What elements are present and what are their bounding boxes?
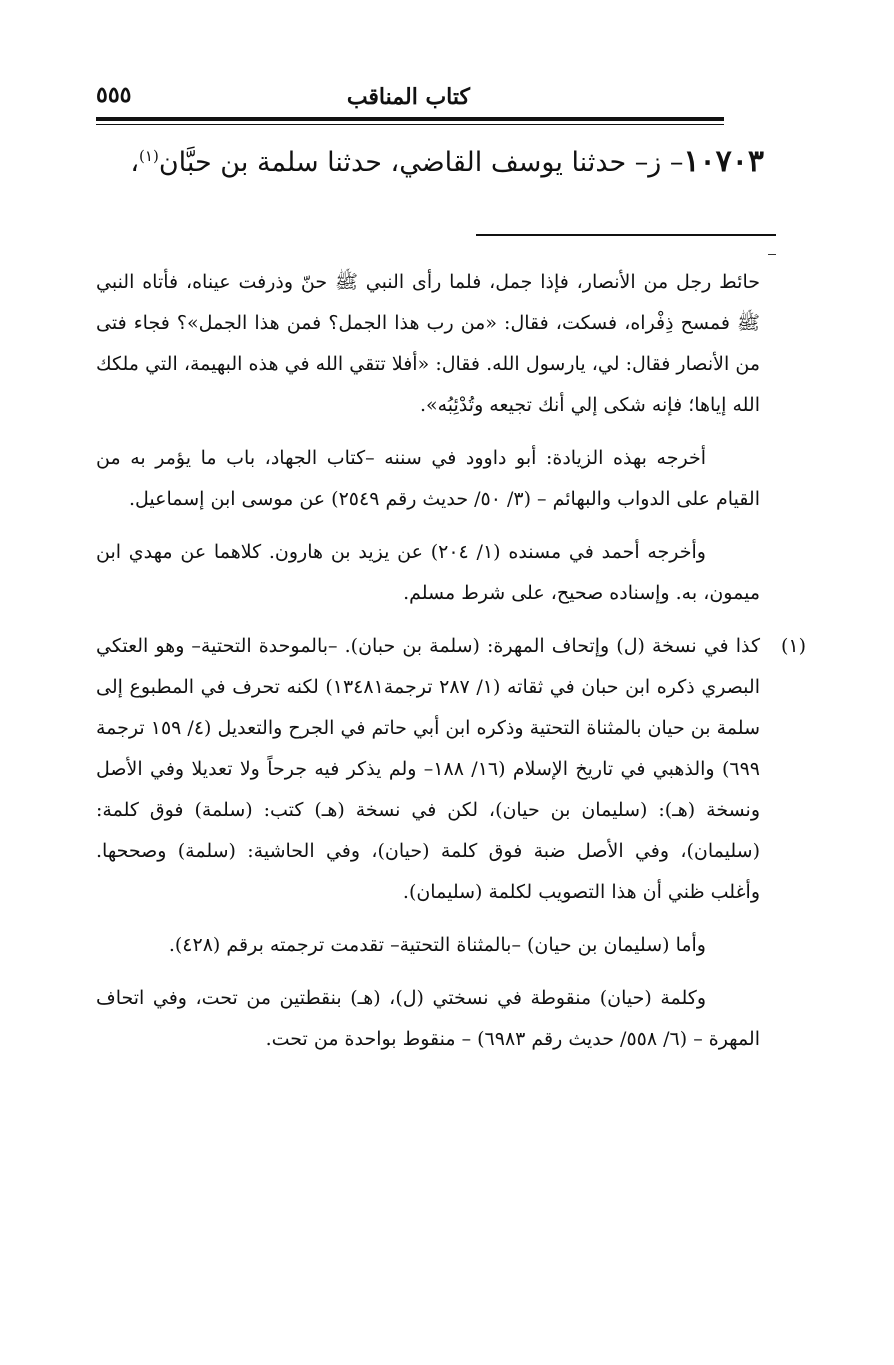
footnote-1-text: كذا في نسخة (ل) وإتحاف المهرة: (سلمة بن حبان). –بالموحدة التحتية– وهو العتكي البصري ذكره ابن حبان في ثقاته (١/ ٢٨٧ ترجمة١٣٤٨١) لكنه تحرف في المطبوع إلى سلمة بن حيان بالمثناة التحتية وذكره ابن أبي حاتم في الجرح والتعديل (٤/ ١٥٩ ترجمة ٦٩٩) والذهبي في تاريخ الإسلام (١٦/ ١٨٨– ولم يذكر فيه جرحاً ولا تعديلا وفي الأصل ونسخة (هـ): (سليمان بن حيان)، لكن في نسخة (هـ) كتب: (سلمة) فوق كلمة: (سليمان)، وفي الأصل ضبة فوق كلمة (حيان)، وفي الحاشية: (سلمة) وصححها. وأغلب ظني أن هذا التصويب لكلمة (سليمان). <box>96 635 760 903</box>
footnote-1-label: (١) <box>780 635 806 657</box>
footnote-marker: (١) <box>139 147 159 165</box>
hadith-number: ١٠٧٠٣ <box>683 144 764 179</box>
footnotes <box>96 262 806 1072</box>
page-number: ٥٥٥ <box>96 82 132 108</box>
hadith-trailing: ، <box>130 147 140 178</box>
footnote-separator <box>476 234 776 236</box>
continuation-mark <box>768 254 776 255</box>
footnote-paragraph: وأخرجه أحمد في مسنده (١/ ٢٠٤) عن يزيد بن هارون. كلاهما عن مهدي ابن ميمون، به. وإسناده صحيح، على شرط مسلم. <box>96 541 760 604</box>
hadith-entry <box>74 140 764 185</box>
footnote-paragraph: وكلمة (حيان) منقوطة في نسختي (ل)، (هـ) بنقطتين من تحت، وفي اتحاف المهرة – (٦/ ٥٥٨/ حديث رقم ٦٩٨٣) – منقوط بواحدة من تحت. <box>96 987 760 1050</box>
running-header <box>96 82 720 112</box>
header-rule-thin <box>96 124 724 125</box>
footnote-paragraph: أخرجه بهذه الزيادة: أبو داوود في سننه –كتاب الجهاد، باب ما يؤمر به من القيام على الدواب والبهائم – (٣/ ٥٠/ حديث رقم ٢٥٤٩) عن موسى ابن إسماعيل. <box>96 447 760 510</box>
chapter-title: كتاب المناقب <box>346 84 470 110</box>
header-rule <box>96 117 724 121</box>
hadith-text: – ز– حدثنا يوسف القاضي، حدثنا سلمة بن حبَّان <box>158 147 684 178</box>
footnote-paragraph: وأما (سليمان بن حيان) –بالمثناة التحتية– تقدمت ترجمته برقم (٤٢٨). <box>168 934 706 956</box>
footnote-1 <box>96 626 806 913</box>
footnote-continuation-paragraph: حائط رجل من الأنصار، فإذا جمل، فلما رأى النبي ﷺ حنّ وذرفت عيناه، فأتاه النبي ﷺ فمسح ذِفْراه، فسكت، فقال: «من رب هذا الجمل؟ فمن هذا الجمل»؟ فجاء فتى من الأنصار فقال: لي، يارسول الله. فقال: «أفلا تتقي الله في هذه البهيمة، التي ملكك الله إياها؛ فإنه شكى إلي أنك تجيعه وتُدْئِبُه». <box>96 271 760 416</box>
